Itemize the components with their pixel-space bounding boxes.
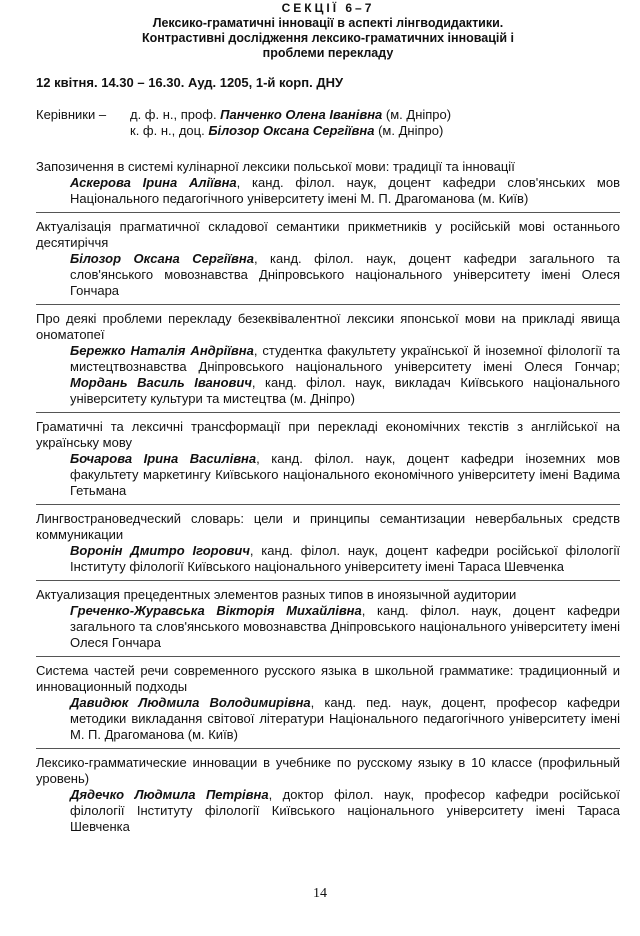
page-number: 14: [313, 886, 327, 901]
author-name: Білозор Оксана Сергіївна: [70, 251, 254, 266]
talk-authors: [70, 251, 620, 299]
section-title-line1: Лексико-граматичні інновації в аспекті лінгводидактики.: [152, 16, 504, 30]
section-number: СЕКЦІЇ 6–7: [281, 1, 375, 15]
author-affiliation: , доктор філол. наук, професор кафедри російської філології Інституту філології Київського національного університету імені Тараса Шевченка: [70, 787, 621, 834]
talk-title: Запозичення в системі кулінарної лексики польської мови: традиції та інновації: [36, 159, 515, 174]
talk-item: [36, 311, 620, 413]
section-title-line3: проблеми перекладу: [262, 46, 394, 60]
author-affiliation: , канд. філол. наук, доцент кафедри іноземних мов факультету маркетингу Київського національного економічного університету імені Вадима Гетьмана: [70, 451, 621, 498]
author-affiliation: , канд. філол. наук, викладач Київського національного університету культури та мистецтва (м. Дніпро): [70, 375, 620, 406]
leader-row: [36, 107, 620, 123]
talk-item: [36, 587, 620, 657]
talk-authors: [70, 451, 620, 499]
talk-title: Актуалізація прагматичної складової семантики прикметників у російській мові останнього десятиріччя: [36, 219, 620, 250]
talk-item: [36, 419, 620, 505]
talk-item: [36, 511, 620, 581]
leader-suffix: (м. Дніпро): [382, 107, 452, 122]
talks-list: [36, 159, 620, 840]
leader-row: [36, 123, 620, 139]
section-header: [36, 1, 620, 61]
author-name: Мордань Василь Іванович: [70, 375, 252, 390]
author-name: Бережко Наталія Андріївна: [70, 343, 254, 358]
talk-authors: [70, 787, 620, 835]
talk-authors: [70, 343, 620, 407]
talk-item: [36, 219, 620, 305]
author-name: Дядечко Людмила Петрівна: [70, 787, 269, 802]
talk-title: Актуализация прецедентных элементов разных типов в иноязычной аудитории: [36, 587, 517, 602]
author-name: Греченко-Журавська Вікторія Михайлівна: [70, 603, 362, 618]
author-name: Воронін Дмитро Ігорович: [70, 543, 250, 558]
leader-prefix: к. ф. н., доц.: [130, 123, 209, 138]
leader-suffix: (м. Дніпро): [374, 123, 444, 138]
talk-title: Лексико-грамматические инновации в учебнике по русскому языку в 10 классе (профильный уровень): [36, 755, 620, 786]
page-content: [36, 0, 620, 846]
leader-name: Білозор Оксана Сергіївна: [208, 123, 375, 138]
author-affiliation: , канд. пед. наук, доцент, професор кафедри методики викладання світової літератури Національного педагогічного університету імені М. П. Драгоманова (м. Київ): [70, 695, 620, 742]
talk-authors: [70, 603, 620, 651]
talk-title: Про деякі проблеми перекладу безеквівалентної лексики японської мови на прикладі явища ономатопеї: [36, 311, 620, 342]
talk-title: Система частей речи современного русского языка в школьной грамматике: традиционный и инновационный подходы: [36, 663, 620, 694]
author-affiliation: , канд. філол. наук, доцент кафедри загального та слов'янського мовознавства Дніпровського національного університету імені Олеся Гончара: [70, 251, 620, 298]
author-name: Аскерова Ірина Аліївна: [70, 175, 237, 190]
schedule-line: 12 квітня. 14.30 – 16.30. Ауд. 1205, 1-й корп. ДНУ: [36, 75, 344, 90]
talk-authors: [70, 695, 620, 743]
talk-item: [36, 159, 620, 213]
leaders-label: Керівники –: [36, 107, 107, 122]
talk-title: Лингвострановедческий словарь: цели и принципы семантизации невербальных средств коммуникации: [36, 511, 620, 542]
talk-item: [36, 663, 620, 749]
author-name: Давидюк Людмила Володимирівна: [70, 695, 311, 710]
talk-authors: [70, 543, 620, 575]
talk-item: [36, 755, 620, 840]
leader-name: Панченко Олена Іванівна: [220, 107, 383, 122]
author-affiliation: , студентка факультету української й іноземної філології та мистецтвознавства Дніпровського національного університету імені Олеся Гончар;: [70, 343, 620, 374]
leaders-block: [36, 107, 620, 139]
author-affiliation: , канд. філол. наук, доцент кафедри російської філології Інституту філології Київського національного університету імені Тараса Шевченка: [70, 543, 620, 574]
leader-prefix: д. ф. н., проф.: [130, 107, 221, 122]
author-affiliation: , канд. філол. наук, доцент кафедри слов'янських мов Національного педагогічного університету імені М. П. Драгоманова (м. Київ): [70, 175, 620, 206]
talk-title: Граматичні та лексичні трансформації при перекладі економічних текстів з англійської на українську мову: [36, 419, 620, 450]
author-name: Бочарова Ірина Василівна: [70, 451, 257, 466]
author-affiliation: , канд. філол. наук, доцент кафедри загального та слов'янського мовознавства Дніпровського національного університету імені Олеся Гончара: [70, 603, 620, 650]
section-title-line2: Контрастивні дослідження лексико-граматичних інновацій і: [141, 31, 515, 45]
talk-authors: [70, 175, 620, 207]
